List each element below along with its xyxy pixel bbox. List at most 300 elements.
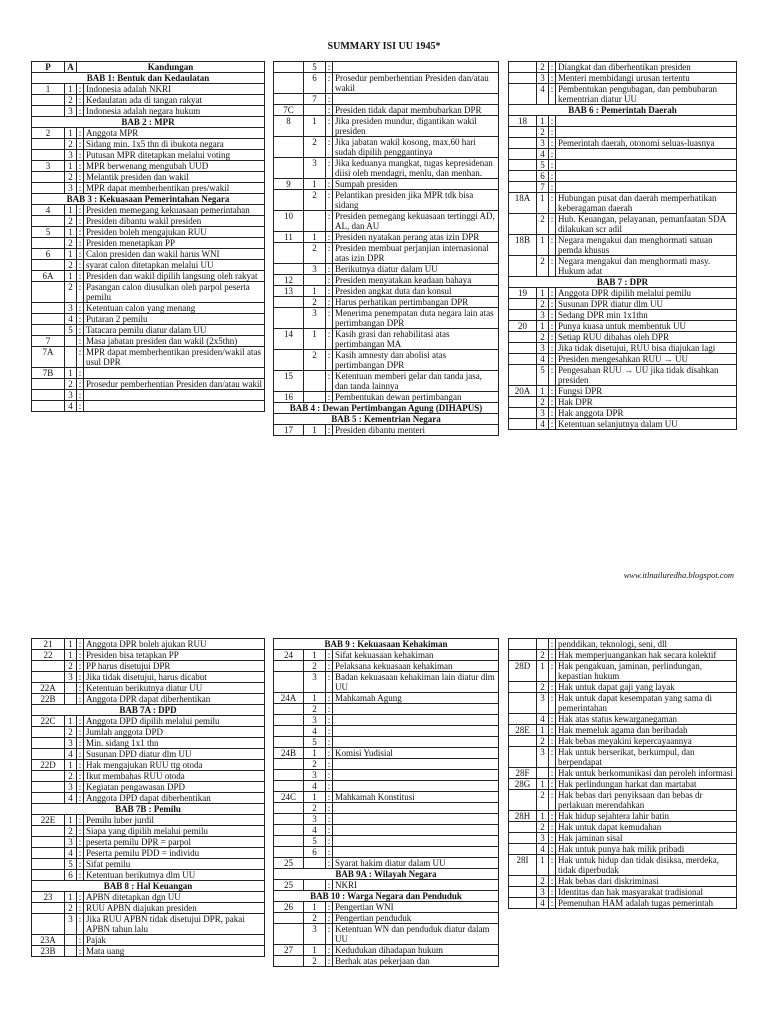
table-row (509, 343, 737, 354)
pasal-number (32, 183, 65, 194)
table-row (509, 182, 737, 193)
separator: : (549, 790, 556, 811)
content-text: Pemilu luber jurdil (84, 815, 265, 826)
table-row (32, 782, 265, 793)
ayat-number: 3 (65, 106, 77, 117)
content-text: Presiden angkat duta dan konsul (333, 286, 499, 297)
table-row (274, 308, 499, 329)
table-row (274, 179, 499, 190)
separator: : (549, 844, 556, 855)
ayat-number: 1 (537, 779, 549, 790)
table-row (274, 770, 499, 781)
pasal-number (509, 408, 537, 419)
ayat-number: 2 (65, 771, 77, 782)
content-text: Jika tidak disetujui, RUU bisa diajukan lagi (556, 343, 737, 354)
pasal-number: 13 (274, 286, 304, 297)
content-text: Mata uang (84, 946, 265, 957)
separator: : (549, 386, 556, 397)
ayat-number: 1 (65, 760, 77, 771)
ayat-number: 1 (65, 271, 77, 282)
table-row (32, 238, 265, 249)
separator: : (326, 803, 333, 814)
table-row (32, 401, 265, 412)
content-text: Punya kuasa untuk membentuk UU (556, 321, 737, 332)
ayat-number: 5 (304, 737, 326, 748)
pasal-number (274, 308, 304, 329)
content-text: Negara mengakui dan menghormati satuan pemda khusus (556, 235, 737, 256)
pasal-number (32, 914, 65, 935)
separator: : (326, 836, 333, 847)
pasal-number (274, 73, 304, 94)
pasal-number (32, 859, 65, 870)
pasal-number: 7B (32, 368, 65, 379)
table-row (509, 833, 737, 844)
table-row (274, 392, 499, 403)
ayat-number: 3 (537, 343, 549, 354)
pasal-number: 8 (274, 116, 304, 137)
separator: : (326, 264, 333, 275)
ayat-number: 2 (304, 190, 326, 211)
pasal-number: 2 (32, 128, 65, 139)
pasal-number (509, 682, 537, 693)
ayat-number (537, 768, 549, 779)
pasal-number (509, 365, 537, 386)
separator: : (326, 179, 333, 190)
content-text: Presiden membuat perjanjian internasional atas izin DPR (333, 243, 499, 264)
table-row (509, 844, 737, 855)
ayat-number: 1 (65, 227, 77, 238)
content-text: Syarat hakim diatur dalam UU (333, 858, 499, 869)
pasal-number (32, 379, 65, 390)
content-text: Hak untuk dapat kemudahan (556, 822, 737, 833)
pasal-number (509, 844, 537, 855)
ayat-number: 2 (304, 803, 326, 814)
content-text: Ketentuan WN dan penduduk diatur dalam UU (333, 924, 499, 945)
pasal-number (509, 887, 537, 898)
table-row (274, 847, 499, 858)
pasal-number (274, 781, 304, 792)
ayat-number: 1 (304, 329, 326, 350)
table-row (509, 811, 737, 822)
ayat-number: 2 (65, 727, 77, 738)
table-row (32, 826, 265, 837)
table-row (509, 725, 737, 736)
separator: : (77, 128, 84, 139)
separator: : (326, 913, 333, 924)
table-row (509, 736, 737, 747)
ayat-number (537, 639, 549, 650)
pasal-number (509, 639, 537, 650)
table-row (509, 138, 737, 149)
ayat-number: 2 (537, 736, 549, 747)
table-row (274, 913, 499, 924)
pasal-number: 1 (32, 84, 65, 95)
ayat-number (65, 336, 77, 347)
content-text: Anggota DPR boleh ajukan RUU (84, 639, 265, 650)
content-text (333, 825, 499, 836)
separator: : (326, 137, 333, 158)
pasal-number (509, 182, 537, 193)
content-text: Anggota DPR dipilih melalui pemilu (556, 288, 737, 299)
chapter-title: BAB 5 : Kementrian Negara (274, 414, 499, 425)
separator: : (549, 116, 556, 127)
separator: : (549, 171, 556, 182)
pasal-number (274, 847, 304, 858)
content-text: Pengertian penduduk (333, 913, 499, 924)
ayat-number: 4 (304, 781, 326, 792)
separator: : (326, 275, 333, 286)
separator: : (77, 106, 84, 117)
table-row (274, 858, 499, 869)
table-row (32, 271, 265, 282)
table-row (274, 781, 499, 792)
separator: : (326, 945, 333, 956)
pasal-number (32, 870, 65, 881)
ayat-number: 3 (304, 158, 326, 179)
separator: : (549, 299, 556, 310)
chapter-heading (274, 639, 499, 650)
pasal-number (509, 790, 537, 811)
table-row (509, 354, 737, 365)
content-text: Hak jaminan sisal (556, 833, 737, 844)
ayat-number: 3 (304, 924, 326, 945)
separator: : (77, 782, 84, 793)
header-kandungan: Kandungan (77, 62, 265, 73)
pasal-number (274, 770, 304, 781)
column-1 (31, 638, 265, 957)
table-row (509, 73, 737, 84)
pasal-number (32, 738, 65, 749)
table-row (274, 137, 499, 158)
pasal-number: 24B (274, 748, 304, 759)
table-row (509, 876, 737, 887)
table-row (509, 193, 737, 214)
separator: : (549, 833, 556, 844)
table-row (32, 749, 265, 760)
separator: : (326, 190, 333, 211)
table-row (274, 737, 499, 748)
separator: : (77, 205, 84, 216)
separator: : (77, 303, 84, 314)
table-row (32, 683, 265, 694)
separator: : (77, 914, 84, 935)
pasal-number (32, 826, 65, 837)
table-row (509, 822, 737, 833)
table-row (32, 870, 265, 881)
content-text: Menteri membidangi urusan tertentu (556, 73, 737, 84)
ayat-number: 3 (65, 183, 77, 194)
ayat-number: 3 (537, 408, 549, 419)
table-row (509, 84, 737, 105)
separator: : (549, 321, 556, 332)
separator: : (549, 419, 556, 430)
ayat-number: 1 (65, 639, 77, 650)
table-row (274, 286, 499, 297)
pasal-number (509, 299, 537, 310)
pasal-number: 28H (509, 811, 537, 822)
content-text: Presiden dibantu menteri (333, 425, 499, 436)
separator: : (549, 193, 556, 214)
table-row (509, 214, 737, 235)
ayat-number: 3 (304, 715, 326, 726)
table-row (274, 924, 499, 945)
separator: : (326, 726, 333, 737)
content-text: APBN ditetapkan dgn UU (84, 892, 265, 903)
content-text (333, 704, 499, 715)
table-row (274, 425, 499, 436)
content-text: Calon presiden dan wakil harus WNI (84, 249, 265, 260)
table-row (32, 314, 265, 325)
ayat-number: 6 (537, 171, 549, 182)
ayat-number: 1 (537, 811, 549, 822)
content-text: Fungsi DPR (556, 386, 737, 397)
content-text (556, 182, 737, 193)
content-text: Pelaksana kekuasaan kehakiman (333, 661, 499, 672)
pasal-number (274, 158, 304, 179)
separator: : (326, 770, 333, 781)
content-text (556, 127, 737, 138)
ayat-number: 2 (304, 956, 326, 967)
ayat-number: 2 (304, 661, 326, 672)
content-text: Jika RUU APBN tidak disetujui DPR, pakai APBN tahun lalu (84, 914, 265, 935)
chapter-heading (32, 194, 265, 205)
table-row (274, 371, 499, 392)
content-text: Pengertian WNI (333, 902, 499, 913)
pasal-number (274, 137, 304, 158)
ayat-number: 4 (304, 726, 326, 737)
separator: : (549, 898, 556, 909)
content-text: Ketentuan calon yang menang (84, 303, 265, 314)
content-text: Anggota DPR dapat diberhentikan (84, 694, 265, 705)
table-row (274, 825, 499, 836)
ayat-number: 3 (65, 914, 77, 935)
separator: : (77, 716, 84, 727)
ayat-number: 3 (537, 693, 549, 714)
separator: : (549, 811, 556, 822)
pasal-number (509, 73, 537, 84)
ayat-number: 2 (537, 127, 549, 138)
pasal-number: 16 (274, 392, 304, 403)
content-text: MPR dapat memberhentikan presiden/wakil atas usul DPR (84, 347, 265, 368)
pasal-number (32, 749, 65, 760)
chapter-heading (274, 414, 499, 425)
ayat-number: 1 (65, 205, 77, 216)
separator: : (326, 693, 333, 704)
separator: : (326, 661, 333, 672)
pasal-number: 10 (274, 211, 304, 232)
pasal-number: 7C (274, 105, 304, 116)
chapter-title: BAB 1: Bentuk dan Kedaulatan (32, 73, 265, 84)
pasal-number: 22B (32, 694, 65, 705)
pasal-number (274, 759, 304, 770)
ayat-number (304, 858, 326, 869)
ayat-number: 5 (304, 62, 326, 73)
ayat-number (304, 275, 326, 286)
content-text: syarat calon ditetapkan melalui UU (84, 260, 265, 271)
column-1 (31, 61, 265, 412)
separator: : (549, 661, 556, 682)
separator: : (77, 314, 84, 325)
pasal-number (509, 650, 537, 661)
chapter-title: BAB 8 : Hal Keuangan (32, 881, 265, 892)
table-row (32, 84, 265, 95)
pasal-number: 22E (32, 815, 65, 826)
pasal-number (509, 138, 537, 149)
table-row (509, 639, 737, 650)
chapter-title: BAB 4 : Dewan Pertimbangan Agung (DIHAPUS) (274, 403, 499, 414)
separator: : (326, 371, 333, 392)
ayat-number: 2 (304, 704, 326, 715)
separator: : (549, 149, 556, 160)
separator: : (77, 282, 84, 303)
pasal-number (274, 94, 304, 105)
table-row (32, 172, 265, 183)
content-text (556, 149, 737, 160)
table-row (274, 693, 499, 704)
table-row (32, 793, 265, 804)
table-row (32, 183, 265, 194)
content-text (333, 770, 499, 781)
ayat-number: 1 (537, 288, 549, 299)
table-row (32, 260, 265, 271)
pasal-number (509, 84, 537, 105)
table-row (274, 350, 499, 371)
ayat-number: 2 (304, 297, 326, 308)
pasal-number (274, 190, 304, 211)
separator: : (326, 847, 333, 858)
separator: : (549, 822, 556, 833)
ayat-number: 2 (65, 172, 77, 183)
separator: : (549, 214, 556, 235)
pasal-number (509, 310, 537, 321)
ayat-number: 6 (304, 73, 326, 94)
table-row (32, 771, 265, 782)
ayat-number: 1 (65, 650, 77, 661)
separator: : (77, 390, 84, 401)
table-row (509, 419, 737, 430)
pasal-number (32, 150, 65, 161)
content-text: Pemerintah daerah, otonomi seluas-luasnya (556, 138, 737, 149)
separator: : (549, 768, 556, 779)
content-text: penddikan, teknologi, seni, dll (556, 639, 737, 650)
table-row (274, 264, 499, 275)
separator: : (77, 249, 84, 260)
chapter-title: BAB 7B : Pemilu (32, 804, 265, 815)
separator: : (77, 946, 84, 957)
ayat-number (65, 683, 77, 694)
separator: : (326, 814, 333, 825)
table-row (274, 232, 499, 243)
table-row (274, 726, 499, 737)
content-text: Komisi Yudisial (333, 748, 499, 759)
pasal-number: 22A (32, 683, 65, 694)
content-text: Sifat pemilu (84, 859, 265, 870)
column-2 (273, 61, 499, 436)
pasal-number (32, 793, 65, 804)
content-text: Kegiatan pengawasan DPD (84, 782, 265, 793)
chapter-heading (509, 105, 737, 116)
ayat-number: 4 (65, 848, 77, 859)
pasal-number: 6 (32, 249, 65, 260)
ayat-number: 1 (65, 892, 77, 903)
separator: : (77, 216, 84, 227)
separator: : (326, 880, 333, 891)
content-text: Hub. Keuangan, pelayanan, pemanfaatan SDA dilakukan scr adil (556, 214, 737, 235)
content-text: Ketentuan berikutnya dlm UU (84, 870, 265, 881)
table-row (274, 297, 499, 308)
content-text: Sifat kekuasaan kehakiman (333, 650, 499, 661)
content-text (333, 62, 499, 73)
pasal-number (274, 264, 304, 275)
ayat-number: 3 (537, 310, 549, 321)
ayat-number: 2 (537, 214, 549, 235)
ayat-number: 3 (65, 782, 77, 793)
ayat-number: 4 (537, 354, 549, 365)
content-text: Siapa yang dipilih melalui pemilu (84, 826, 265, 837)
separator: : (77, 347, 84, 368)
content-text: Pajak (84, 935, 265, 946)
ayat-number: 7 (537, 182, 549, 193)
separator: : (77, 95, 84, 106)
table-row (32, 282, 265, 303)
pasal-number (32, 282, 65, 303)
separator: : (77, 793, 84, 804)
separator: : (77, 727, 84, 738)
page-title: SUMMARY ISI UU 1945* (327, 41, 441, 52)
table-row (32, 95, 265, 106)
ayat-number: 1 (304, 693, 326, 704)
content-text: Pembentukan pengubagan, dan pembubaran kementrian diatur UU (556, 84, 737, 105)
table-row (509, 116, 737, 127)
ayat-number (304, 211, 326, 232)
pasal-number: 23 (32, 892, 65, 903)
table-row (32, 672, 265, 683)
separator: : (549, 73, 556, 84)
pasal-number (32, 390, 65, 401)
separator: : (549, 682, 556, 693)
separator: : (77, 771, 84, 782)
content-text: Hak anggota DPR (556, 408, 737, 419)
separator: : (77, 903, 84, 914)
pasal-number: 27 (274, 945, 304, 956)
footer-url: www.itlnailuredha.blogspot.com (623, 570, 734, 580)
ayat-number: 4 (537, 149, 549, 160)
pasal-number: 26 (274, 902, 304, 913)
table-row (509, 397, 737, 408)
ayat-number: 2 (65, 379, 77, 390)
chapter-heading (32, 73, 265, 84)
table-row (32, 227, 265, 238)
content-text: Presiden nyatakan perang atas izin DPR (333, 232, 499, 243)
separator: : (326, 329, 333, 350)
separator: : (77, 826, 84, 837)
table-row (274, 211, 499, 232)
page-2 (0, 512, 768, 1024)
ayat-number: 2 (304, 913, 326, 924)
ayat-number: 3 (537, 833, 549, 844)
pasal-number: 3 (32, 161, 65, 172)
separator: : (549, 288, 556, 299)
separator: : (77, 661, 84, 672)
ayat-number (304, 880, 326, 891)
ayat-number: 2 (65, 95, 77, 106)
content-text: Pemenuhan HAM adalah tugas pemerintah (556, 898, 737, 909)
separator: : (77, 650, 84, 661)
table-row (32, 859, 265, 870)
table-row (274, 158, 499, 179)
table-row (274, 748, 499, 759)
separator: : (326, 116, 333, 137)
